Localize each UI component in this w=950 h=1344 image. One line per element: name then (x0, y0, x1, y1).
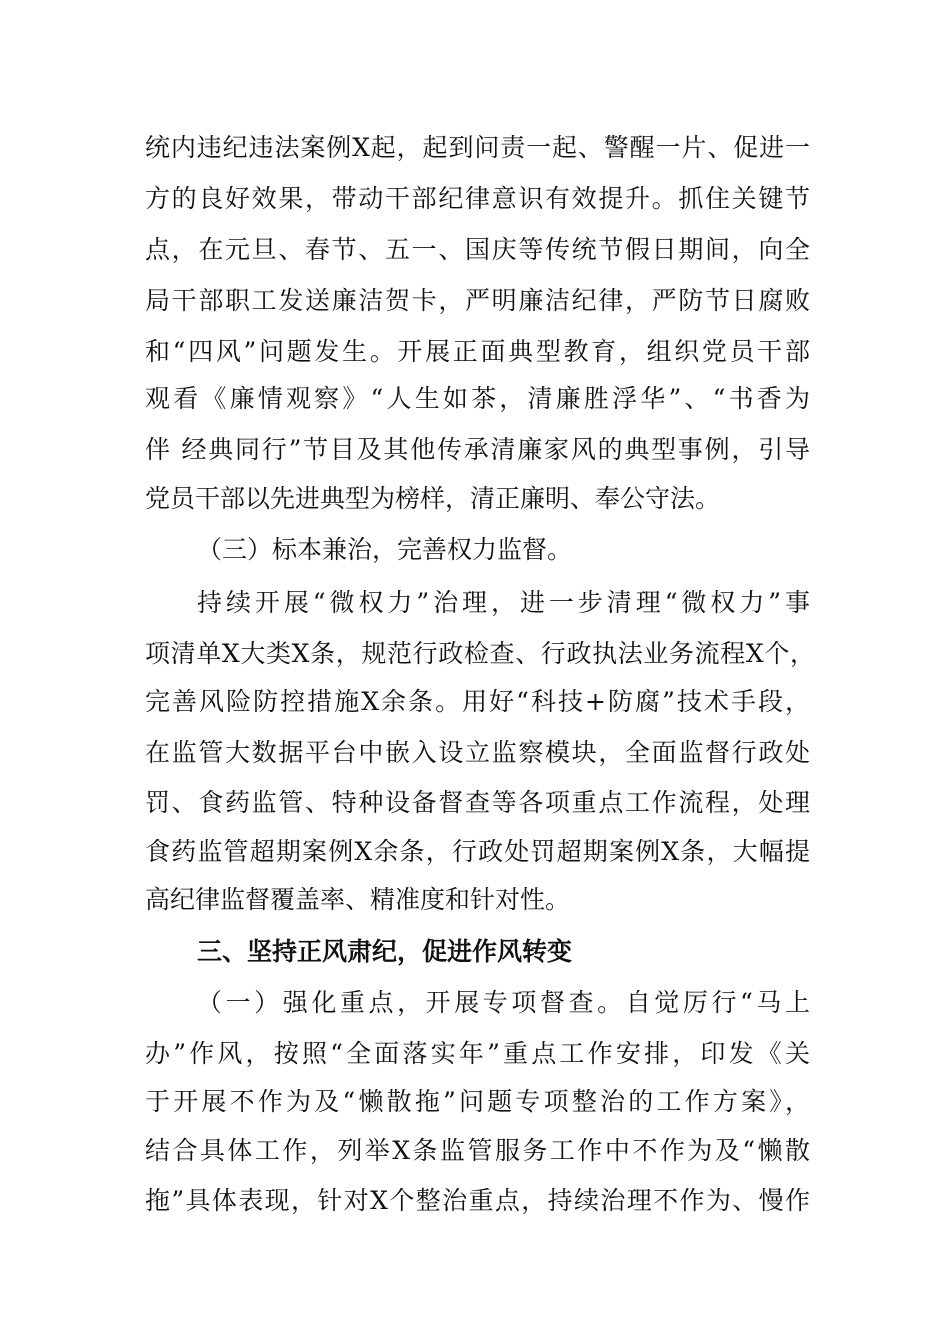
paragraph-line: 罚、食药监管、特种设备督查等各项重点工作流程，处理 (145, 788, 810, 817)
paragraph-line: 统内违纪违法案例X起，起到问责一起、警醒一片、促进一 (145, 133, 810, 162)
section-heading: 三、坚持正风肃纪，促进作风转变 (197, 937, 573, 966)
paragraph-line: （一）强化重点，开展专项督查。自觉厉行“马上 (197, 988, 810, 1017)
subsection-heading: （三）标本兼治，完善权力监督。 (197, 535, 573, 564)
paragraph-line: 和“四风”问题发生。开展正面典型教育，组织党员干部 (145, 337, 810, 366)
paragraph-line: 党员干部以先进典型为榜样，清正廉明、奉公守法。 (145, 484, 721, 513)
paragraph-line: 食药监管超期案例X余条，行政处罚超期案例X条，大幅提 (145, 837, 810, 866)
paragraph-line: 高纪律监督覆盖率、精准度和针对性。 (145, 885, 571, 914)
paragraph-line: 拖”具体表现，针对X个整治重点，持续治理不作为、慢作 (145, 1186, 810, 1215)
paragraph-line: 项清单X大类X条，规范行政检查、行政执法业务流程X个， (145, 639, 815, 668)
paragraph-line: 在监管大数据平台中嵌入设立监察模块，全面监督行政处 (145, 738, 810, 767)
paragraph-line: 完善风险防控措施X余条。用好“科技+防腐”技术手段， (145, 687, 810, 716)
paragraph-line: 观看《廉情观察》“人生如茶，清廉胜浮华”、“书香为 (145, 384, 810, 413)
paragraph-line: 办”作风，按照“全面落实年”重点工作安排，印发《关 (145, 1039, 810, 1068)
paragraph-line: 方的良好效果，带动干部纪律意识有效提升。抓住关键节 (145, 184, 810, 213)
paragraph-line: 局干部职工发送廉洁贺卡，严明廉洁纪律，严防节日腐败 (145, 286, 810, 315)
paragraph-line: 结合具体工作，列举X条监管服务工作中不作为及“懒散 (145, 1136, 810, 1165)
paragraph-line: 点，在元旦、春节、五一、国庆等传统节假日期间，向全 (145, 235, 810, 264)
paragraph-line: 于开展不作为及“懒散拖”问题专项整治的工作方案》， (145, 1087, 810, 1116)
paragraph-line: 伴 经典同行”节目及其他传承清廉家风的典型事例，引导 (145, 435, 810, 464)
paragraph-line: 持续开展“微权力”治理，进一步清理“微权力”事 (197, 588, 810, 617)
